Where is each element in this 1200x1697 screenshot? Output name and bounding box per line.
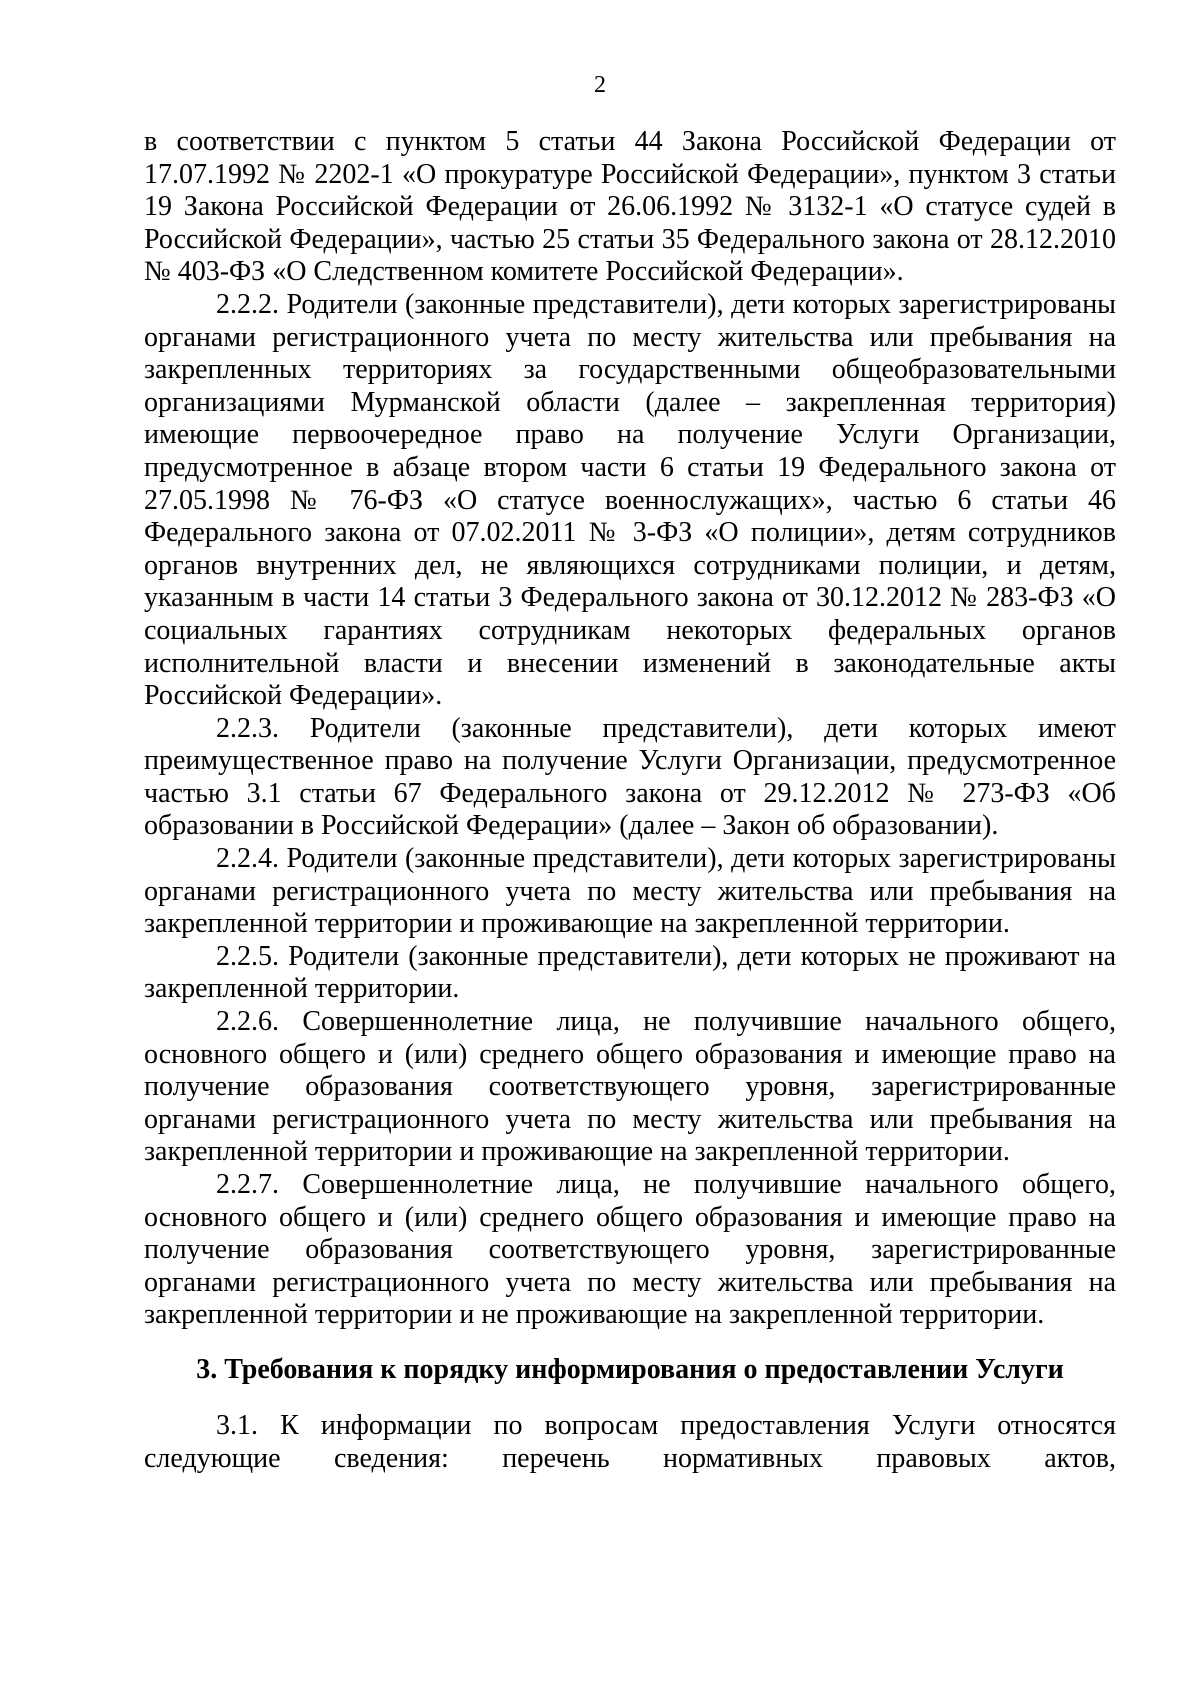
document-body bbox=[144, 126, 1116, 1475]
paragraph-2-2-3: 2.2.3. Родители (законные представители), дети которых имеют преимущественное право на получение Услуги Организации, предусмотренное частью 3.1 статьи 67 Федерального закона от 29.12.2012 № 273-ФЗ «Об образовании в Российской Федерации» (далее – Закон об образовании). bbox=[144, 712, 1116, 842]
paragraph-2-2-4: 2.2.4. Родители (законные представители), дети которых зарегистрированы органами регистрационного учета по месту жительства или пребывания на закрепленной территории и проживающие на закрепленной территории. bbox=[144, 843, 1116, 940]
paragraph-continuation: в соответствии с пунктом 5 статьи 44 Закона Российской Федерации от 17.07.1992 № 2202-1 «О прокуратуре Российской Федерации», пунктом 3 статьи 19 Закона Российской Федерации от 26.06.1992 № 3132-1 «О статусе судей в Российской Федерации», частью 25 статьи 35 Федерального закона от 28.12.2010 № 403-ФЗ «О Следственном комитете Российской Федерации». bbox=[144, 126, 1116, 288]
page-number: 2 bbox=[594, 72, 606, 98]
paragraph-2-2-6: 2.2.6. Совершеннолетние лица, не получившие начального общего, основного общего и (или) среднего общего образования и имеющие право на получение образования соответствующего уровня, зарегистрированные органами регистрационного учета по месту жительства или пребывания на закрепленной территории и проживающие на закрепленной территории. bbox=[144, 1006, 1116, 1168]
paragraph-2-2-7: 2.2.7. Совершеннолетние лица, не получившие начального общего, основного общего и (или) среднего общего образования и имеющие право на получение образования соответствующего уровня, зарегистрированные органами регистрационного учета по месту жительства или пребывания на закрепленной территории и не проживающие на закрепленной территории. bbox=[144, 1169, 1116, 1331]
paragraph-2-2-5: 2.2.5. Родители (законные представители), дети которых не проживают на закрепленной территории. bbox=[144, 940, 1116, 1005]
paragraph-2-2-2: 2.2.2. Родители (законные представители), дети которых зарегистрированы органами регистрационного учета по месту жительства или пребывания на закрепленных территориях за государственными общеобразовательными организациями Мурманской области (далее – закрепленная территория) имеющие первоочередное право на получение Услуги Организации, предусмотренное в абзаце втором части 6 статьи 19 Федерального закона от 27.05.1998 № 76-ФЗ «О статусе военнослужащих», частью 6 статьи 46 Федерального закона от 07.02.2011 № 3-ФЗ «О полиции», детям сотрудников органов внутренних дел, не являющихся сотрудниками полиции, и детям, указанным в части 14 статьи 3 Федерального закона от 30.12.2012 № 283-ФЗ «О социальных гарантиях сотрудникам некоторых федеральных органов исполнительной власти и внесении изменений в законодательные акты Российской Федерации». bbox=[144, 288, 1116, 712]
paragraph-3-1: 3.1. К информации по вопросам предоставления Услуги относятся следующие сведения: перечень нормативных правовых актов, bbox=[144, 1409, 1116, 1474]
section-heading: 3. Требования к порядку информирования о предоставлении Услуги bbox=[196, 1353, 1064, 1385]
